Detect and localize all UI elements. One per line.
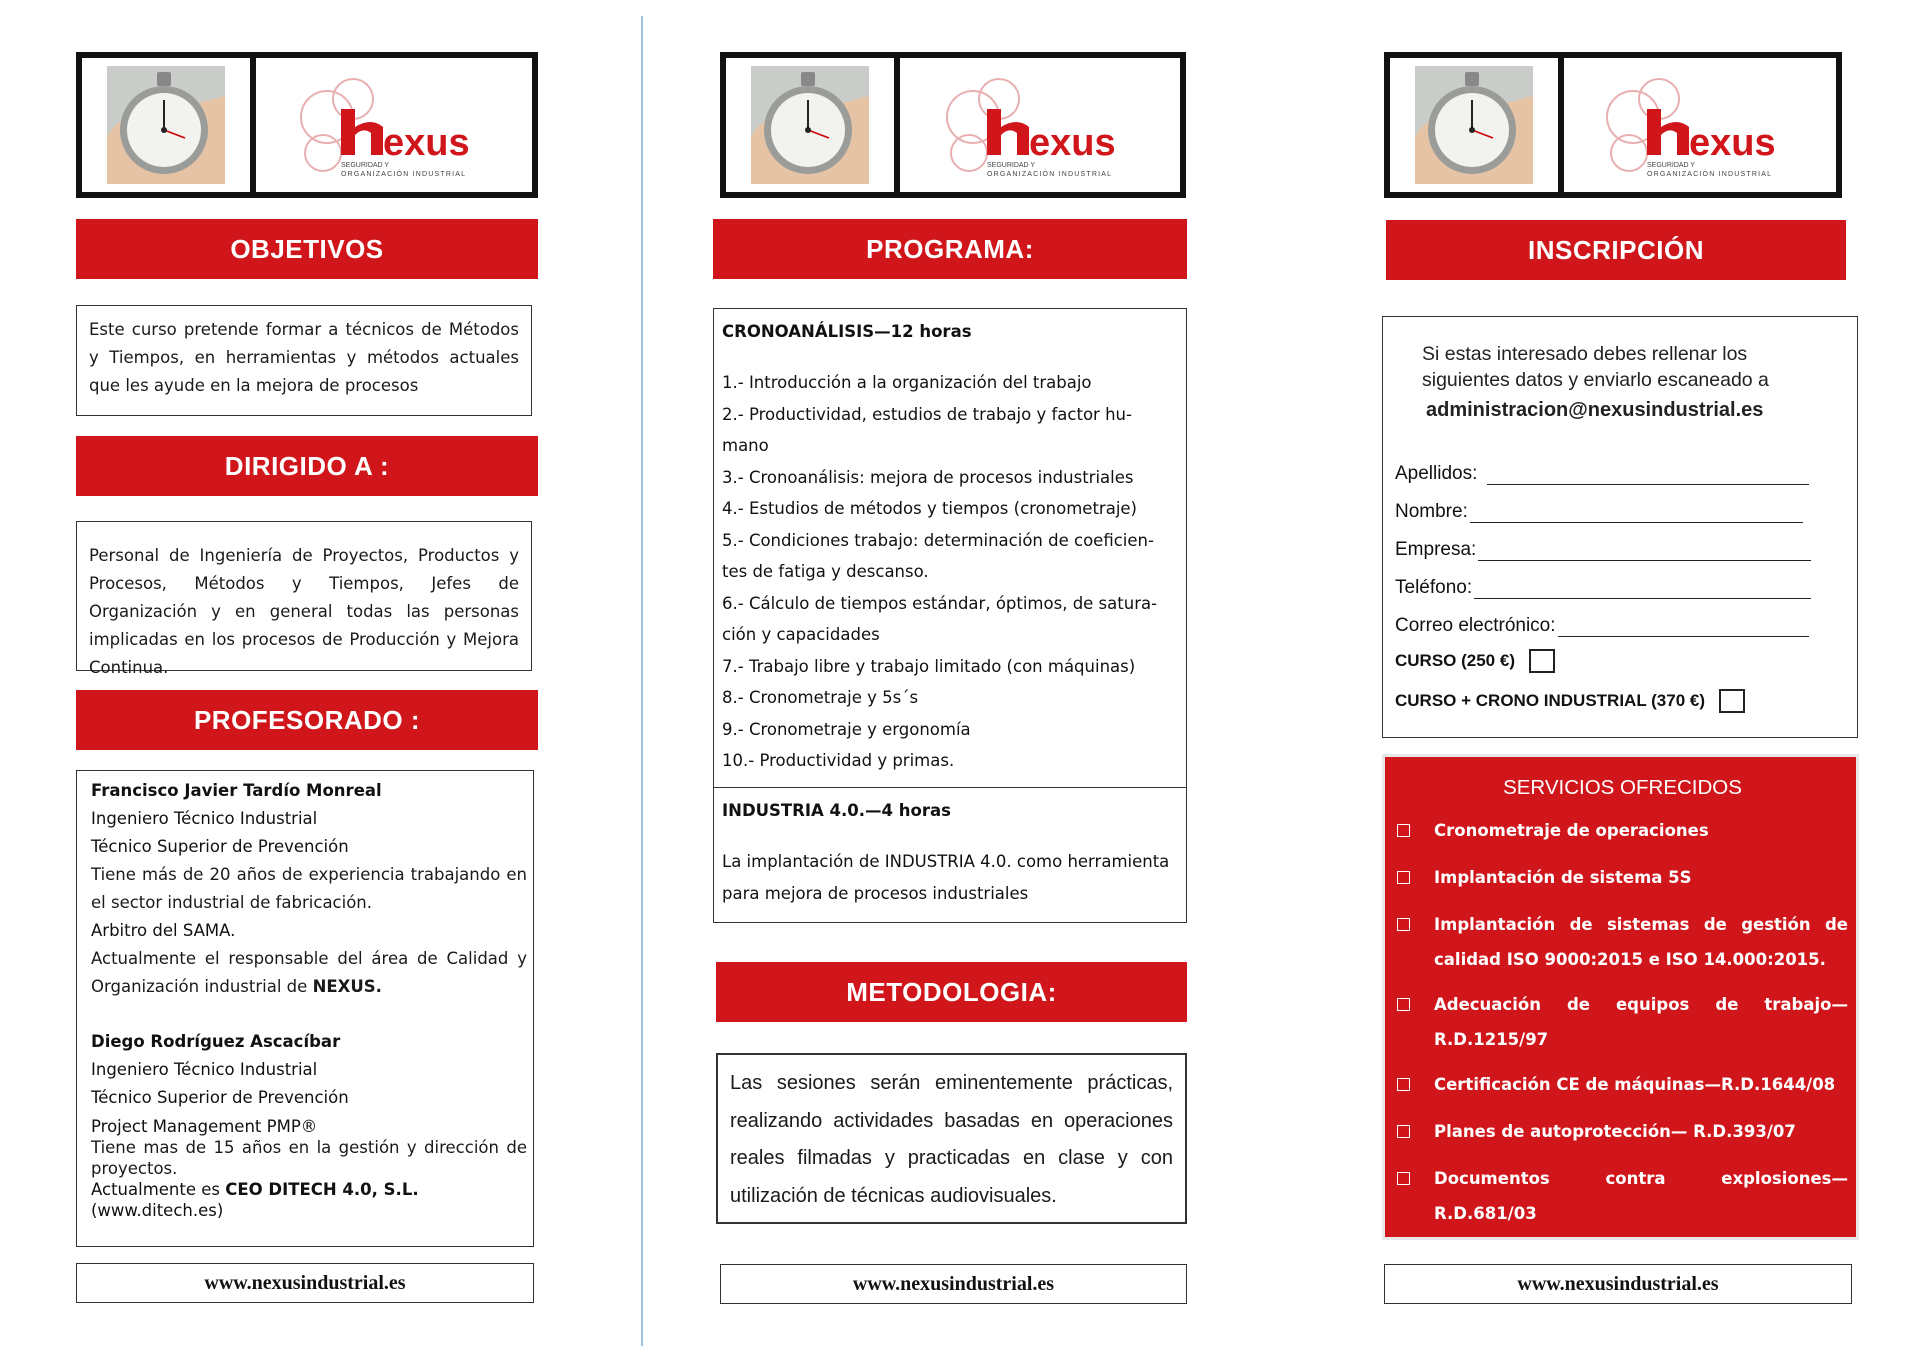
intro-text: Si estas interesado debes rellenar los — [1422, 343, 1748, 365]
programa-item: tes de fatiga y descanso. — [722, 562, 929, 581]
programa-list — [722, 367, 1178, 777]
prof1-line: Ingeniero Técnico Industrial — [91, 809, 318, 828]
svg-text:SEGURIDAD Y: SEGURIDAD Y — [341, 162, 390, 169]
programa-box — [713, 308, 1187, 788]
programa-heading: PROGRAMA: — [713, 219, 1187, 279]
square-bullet-icon — [1397, 824, 1410, 837]
prof1-line: Actualmente el responsable del área de Calidad y Organización industrial de NEXUS. — [91, 949, 527, 996]
svg-text:exus: exus — [1689, 122, 1776, 164]
nombre-input[interactable] — [1470, 501, 1803, 523]
programa-item: 1.- Introducción a la organización del trabajo — [722, 373, 1092, 392]
curso-crono-option-label: CURSO + CRONO INDUSTRIAL (370 €) — [1395, 691, 1705, 710]
programa-item: ción y capacidades — [722, 625, 880, 644]
nexus-logo — [900, 58, 1180, 192]
stopwatch-photo — [82, 58, 256, 192]
nombre-field[interactable] — [1395, 485, 1845, 523]
svg-text:ORGANIZACIÓN INDUSTRIAL: ORGANIZACIÓN INDUSTRIAL — [341, 171, 467, 178]
servicio-item: Certificación CE de máquinas—R.D.1644/08 — [1397, 1067, 1848, 1102]
telefono-label: Teléfono: — [1395, 577, 1473, 598]
stopwatch-photo — [726, 58, 900, 192]
apellidos-field[interactable] — [1395, 447, 1845, 485]
empresa-input[interactable] — [1478, 539, 1811, 561]
industria-title: INDUSTRIA 4.0.—4 horas — [722, 801, 951, 820]
header-logo — [720, 52, 1186, 198]
empresa-label: Empresa: — [1395, 539, 1477, 560]
telefono-field[interactable] — [1395, 561, 1845, 599]
svg-text:ORGANIZACIÓN INDUSTRIAL: ORGANIZACIÓN INDUSTRIAL — [1647, 171, 1773, 178]
servicio-item: Adecuación de equipos de trabajo—R.D.1215/97 — [1397, 987, 1848, 1057]
prof2-name: Diego Rodríguez Ascacíbar — [91, 1032, 341, 1051]
contact-email[interactable]: administracion@nexusindustrial.es — [1426, 399, 1764, 421]
servicio-item: Cronometraje de operaciones — [1397, 813, 1848, 848]
dirigido-heading: DIRIGIDO A : — [76, 436, 538, 496]
servicio-item: Implantación de sistemas de gestión de calidad ISO 9000:2015 e ISO 14.000:2015. — [1397, 907, 1848, 977]
prof2-line: Tiene mas de 15 años en la gestión y dirección de proyectos. — [91, 1138, 527, 1178]
programa-item: 2.- Productividad, estudios de trabajo y factor hu- — [722, 404, 1132, 424]
prof1-line: Arbitro del SAMA. — [91, 921, 236, 940]
curso-crono-checkbox[interactable] — [1719, 689, 1745, 713]
prof2-line: Técnico Superior de Prevención — [91, 1088, 349, 1107]
dirigido-box — [76, 521, 532, 677]
prof1-line: Tiene más de 20 años de experiencia trabajando en el sector industrial de fabricación. — [91, 865, 527, 912]
industria-line: para mejora de procesos industriales — [722, 883, 1029, 903]
objetivos-box — [76, 305, 532, 416]
square-bullet-icon — [1397, 918, 1410, 931]
curso-crono-option[interactable] — [1395, 681, 1845, 721]
correo-input[interactable] — [1558, 615, 1809, 637]
inscripcion-heading: INSCRIPCIÓN — [1386, 220, 1846, 280]
servicios-title: SERVICIOS OFRECIDOS — [1503, 776, 1742, 799]
curso-checkbox[interactable] — [1529, 649, 1555, 673]
square-bullet-icon — [1397, 1125, 1410, 1138]
website-footer[interactable]: www.nexusindustrial.es — [76, 1263, 534, 1303]
servicio-item: Documentos contra explosiones—R.D.681/03 — [1397, 1161, 1848, 1231]
programa-item: 3.- Cronoanálisis: mejora de procesos industriales — [722, 467, 1134, 487]
crono-title: CRONOANÁLISIS—12 horas — [722, 322, 972, 341]
profesorado-box — [76, 770, 534, 1247]
apellidos-label: Apellidos: — [1395, 463, 1478, 484]
programa-item: 4.- Estudios de métodos y tiempos (cronometraje) — [722, 499, 1137, 518]
metodologia-text: Las sesiones serán eminentemente prácticas, realizando actividades basadas en operaciones reales filmadas y practicadas en clase y con utilización de técnicas audiovisuales. — [730, 1072, 1173, 1207]
prof2-line: Ingeniero Técnico Industrial — [91, 1060, 318, 1079]
prof2-line: Project Management PMP® — [91, 1117, 318, 1136]
programa-item: 9.- Cronometraje y ergonomía — [722, 719, 971, 739]
apellidos-input[interactable] — [1487, 463, 1809, 485]
prof2-line: (www.ditech.es) — [91, 1201, 224, 1220]
objetivos-text: Este curso pretende formar a técnicos de Métodos y Tiempos, en herramientas y métodos actuales que les ayude en la mejora de procesos — [89, 320, 519, 395]
fold-divider — [641, 16, 643, 1346]
curso-option[interactable] — [1395, 641, 1845, 681]
square-bullet-icon — [1397, 1078, 1410, 1091]
header-logo — [1384, 52, 1842, 198]
programa-item: 8.- Cronometraje y 5s´s — [722, 688, 919, 707]
svg-text:ORGANIZACIÓN INDUSTRIAL: ORGANIZACIÓN INDUSTRIAL — [987, 171, 1113, 178]
programa-item: 10.- Productividad y primas. — [722, 751, 955, 770]
profesorado-heading: PROFESORADO : — [76, 690, 538, 750]
correo-field[interactable] — [1395, 599, 1845, 637]
svg-text:SEGURIDAD Y: SEGURIDAD Y — [987, 162, 1036, 169]
curso-option-label: CURSO (250 €) — [1395, 651, 1515, 670]
objetivos-heading: OBJETIVOS — [76, 219, 538, 279]
empresa-field[interactable] — [1395, 523, 1845, 561]
servicio-item: Implantación de sistema 5S — [1397, 860, 1848, 895]
prof1-name: Francisco Javier Tardío Monreal — [91, 781, 382, 800]
nombre-label: Nombre: — [1395, 501, 1468, 522]
programa-item: mano — [722, 436, 769, 455]
correo-label: Correo electrónico: — [1395, 615, 1556, 636]
industria-line: La implantación de INDUSTRIA 4.0. como herramienta — [722, 852, 1170, 871]
nexus-logo — [1564, 58, 1836, 192]
square-bullet-icon — [1397, 998, 1410, 1011]
header-logo — [76, 52, 538, 198]
square-bullet-icon — [1397, 1172, 1410, 1185]
stopwatch-photo — [1390, 58, 1564, 192]
industria-box — [713, 787, 1187, 923]
website-footer[interactable]: www.nexusindustrial.es — [1384, 1264, 1852, 1304]
intro-text: siguientes datos y enviarlo escaneado a — [1422, 369, 1769, 391]
servicio-item: Planes de autoprotección— R.D.393/07 — [1397, 1114, 1848, 1149]
telefono-input[interactable] — [1474, 577, 1811, 599]
prof1-line: Técnico Superior de Prevención — [91, 837, 349, 856]
programa-item: 7.- Trabajo libre y trabajo limitado (con máquinas) — [722, 656, 1136, 676]
prof2-line: Actualmente es CEO DITECH 4.0, S.L. — [91, 1180, 419, 1199]
metodologia-box — [716, 1053, 1187, 1224]
metodologia-heading: METODOLOGIA: — [716, 962, 1187, 1022]
svg-text:SEGURIDAD Y: SEGURIDAD Y — [1647, 162, 1696, 169]
square-bullet-icon — [1397, 871, 1410, 884]
programa-item: 6.- Cálculo de tiempos estándar, óptimos, de satura- — [722, 593, 1158, 613]
svg-text:exus: exus — [1029, 122, 1116, 164]
inscripcion-form — [1382, 316, 1858, 738]
nexus-logo — [256, 58, 532, 192]
programa-item: 5.- Condiciones trabajo: determinación de coeficien- — [722, 530, 1154, 550]
website-footer[interactable]: www.nexusindustrial.es — [720, 1264, 1187, 1304]
svg-text:exus: exus — [383, 122, 470, 164]
servicios-box — [1382, 754, 1859, 1240]
dirigido-text: Personal de Ingeniería de Proyectos, Productos y Procesos, Métodos y Tiempos, Jefes de Organización y en general todas las personas implicadas en los procesos de Producción y Mejora Continua. — [89, 546, 519, 677]
